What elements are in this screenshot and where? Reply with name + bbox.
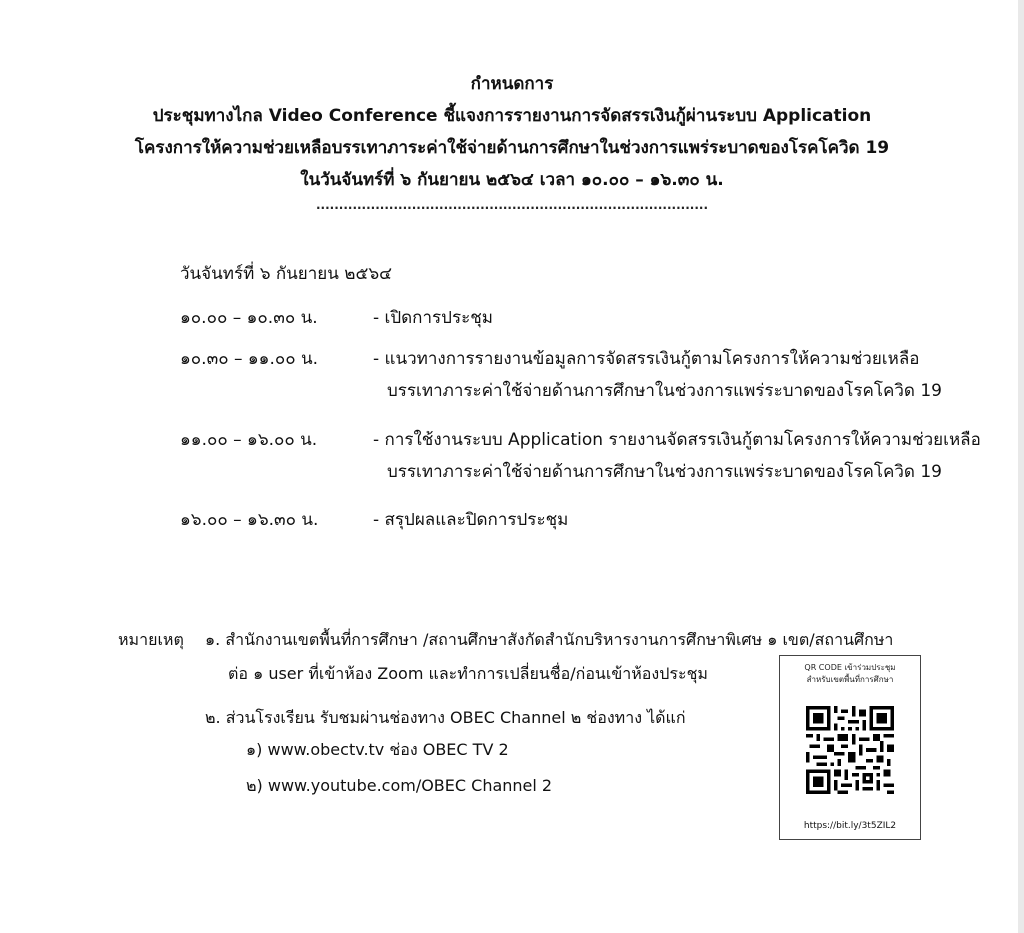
schedule-desc xyxy=(373,504,568,536)
note-2: ๒. ส่วนโรงเรียน รับชมผ่านช่องทาง OBEC Channel ๒ ช่องทาง ได้แก่ xyxy=(205,708,686,727)
note-2-link-youtube: ๒) www.youtube.com/OBEC Channel 2 xyxy=(246,776,553,795)
schedule-desc-line: - แนวทางการรายงานข้อมูลการจัดสรรเงินกู้ตามโครงการให้ความช่วยเหลือ xyxy=(373,349,920,369)
notes-label: หมายเหตุ xyxy=(118,630,184,649)
dotted-divider: ...................................................................................... xyxy=(315,198,709,212)
header-project: โครงการให้ความช่วยเหลือบรรเทาภาระค่าใช้จ่ายด้านการศึกษาในช่วงการแพร่ระบาดของโรคโควิด 19 xyxy=(134,138,890,158)
schedule-desc xyxy=(373,424,981,488)
qr-caption-line: สำหรับเขตพื้นที่การศึกษา xyxy=(806,675,894,684)
qr-code-icon[interactable] xyxy=(806,706,894,794)
schedule-desc-line: - การใช้งานระบบ Application รายงานจัดสรรเงินกู้ตามโครงการให้ความช่วยเหลือ xyxy=(373,430,981,450)
header-date: ในวันจันทร์ที่ ๖ กันยายน ๒๕๖๔ เวลา ๑๐.๐๐ – ๑๖.๓๐ น. xyxy=(300,170,724,190)
qr-url[interactable]: https://bit.ly/3t5ZIL2 xyxy=(803,821,897,831)
schedule-desc xyxy=(373,302,493,334)
note-1-line-2: ต่อ ๑ user ที่เข้าห้อง Zoom และทำการเปลี่ยนชื่อ/ก่อนเข้าห้องประชุม xyxy=(228,664,708,683)
note-2-link-obectv: ๑) www.obectv.tv ช่อง OBEC TV 2 xyxy=(246,740,509,759)
note-1-line-1: ๑. สำนักงานเขตพื้นที่การศึกษา /สถานศึกษาสังกัดสำนักบริหารงานการศึกษาพิเศษ ๑ เขต/สถานศึกษา xyxy=(205,630,894,649)
qr-caption-line: QR CODE เข้าร่วมประชุม xyxy=(804,663,896,672)
qr-caption xyxy=(780,662,920,686)
schedule-time: ๑๐.๓๐ – ๑๑.๐๐ น. xyxy=(180,349,319,369)
header xyxy=(0,68,1024,196)
schedule-desc xyxy=(373,343,942,407)
header-subtitle: ประชุมทางไกล Video Conference ชี้แจงการรายงานการจัดสรรเงินกู้ผ่านระบบ Application xyxy=(152,106,872,126)
schedule-date: วันจันทร์ที่ ๖ กันยายน ๒๕๖๔ xyxy=(180,264,393,284)
schedule-desc-line: - เปิดการประชุม xyxy=(373,308,493,328)
schedule-desc-line: - สรุปผลและปิดการประชุม xyxy=(373,510,569,530)
schedule-time: ๑๖.๐๐ – ๑๖.๓๐ น. xyxy=(180,510,319,530)
qr-code-box xyxy=(779,655,921,840)
header-title: กำหนดการ xyxy=(470,74,554,94)
schedule-time: ๑๐.๐๐ – ๑๐.๓๐ น. xyxy=(180,308,318,328)
schedule-desc-line: บรรเทาภาระค่าใช้จ่ายด้านการศึกษาในช่วงการแพร่ระบาดของโรคโควิด 19 xyxy=(387,381,942,401)
schedule-time: ๑๑.๐๐ – ๑๖.๐๐ น. xyxy=(180,430,318,450)
schedule-desc-line: บรรเทาภาระค่าใช้จ่ายด้านการศึกษาในช่วงการแพร่ระบาดของโรคโควิด 19 xyxy=(387,462,942,482)
